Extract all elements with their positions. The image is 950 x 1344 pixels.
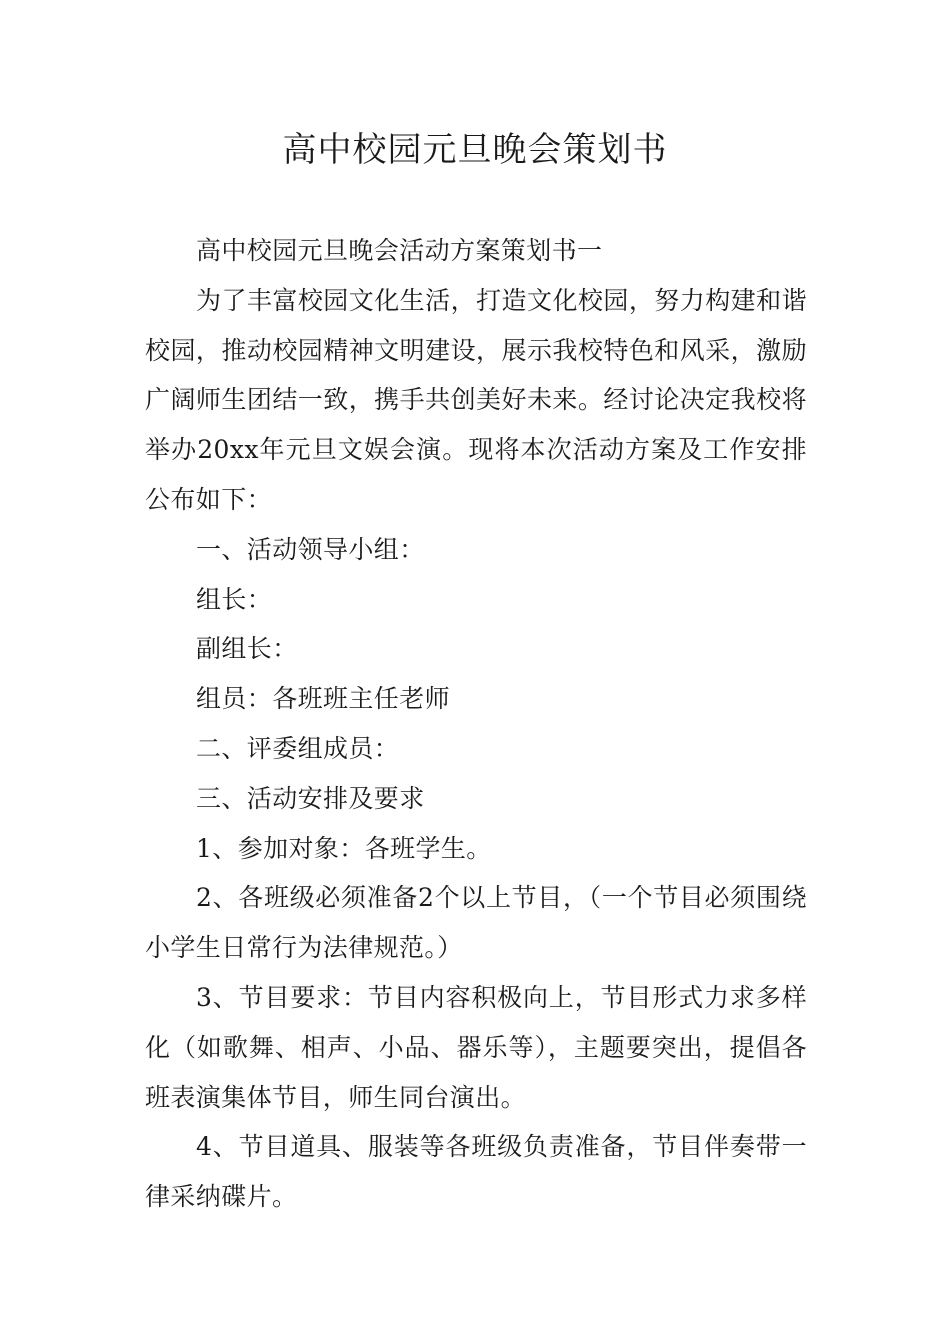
- deputy-leader-line: 副组长：: [196, 634, 298, 664]
- intro-paragraph: 为了丰富校园文化生活，打造文化校园，努力构建和谐校园，推动校园精神文明建设，展示我校特色和风采，激励广阔师生团结一致，携手共创美好未来。经讨论决定我校将举办20xx年元旦文娱会演。现将本次活动方案及工作安排公布如下：: [145, 285, 807, 514]
- leader-line: 组长：: [196, 584, 273, 614]
- list-item-participants: 1、参加对象：各班学生。: [196, 833, 492, 863]
- document-body: [145, 226, 807, 1222]
- document-title: 高中校园元旦晚会策划书: [282, 130, 668, 170]
- section-heading-leadership: 一、活动领导小组：: [196, 534, 425, 564]
- list-item-programs: 2、各班级必须准备2个以上节目，（一个节目必须围绕小学生日常行为法律规范。）: [145, 883, 807, 963]
- section-heading-judges: 二、评委组成员：: [196, 733, 400, 763]
- members-line: 组员：各班班主任老师: [196, 684, 451, 714]
- section-heading-plan: 高中校园元旦晚会活动方案策划书一: [196, 236, 603, 265]
- list-item-program-requirements: 3、节目要求：节目内容积极向上，节目形式力求多样化（如歌舞、相声、小品、器乐等），主题要突出，提倡各班表演集体节目，师生同台演出。: [145, 982, 807, 1112]
- list-item-props: 4、节目道具、服装等各班级负责准备，节目伴奏带一律采纳碟片。: [145, 1132, 807, 1212]
- section-heading-arrangements: 三、活动安排及要求: [196, 783, 425, 813]
